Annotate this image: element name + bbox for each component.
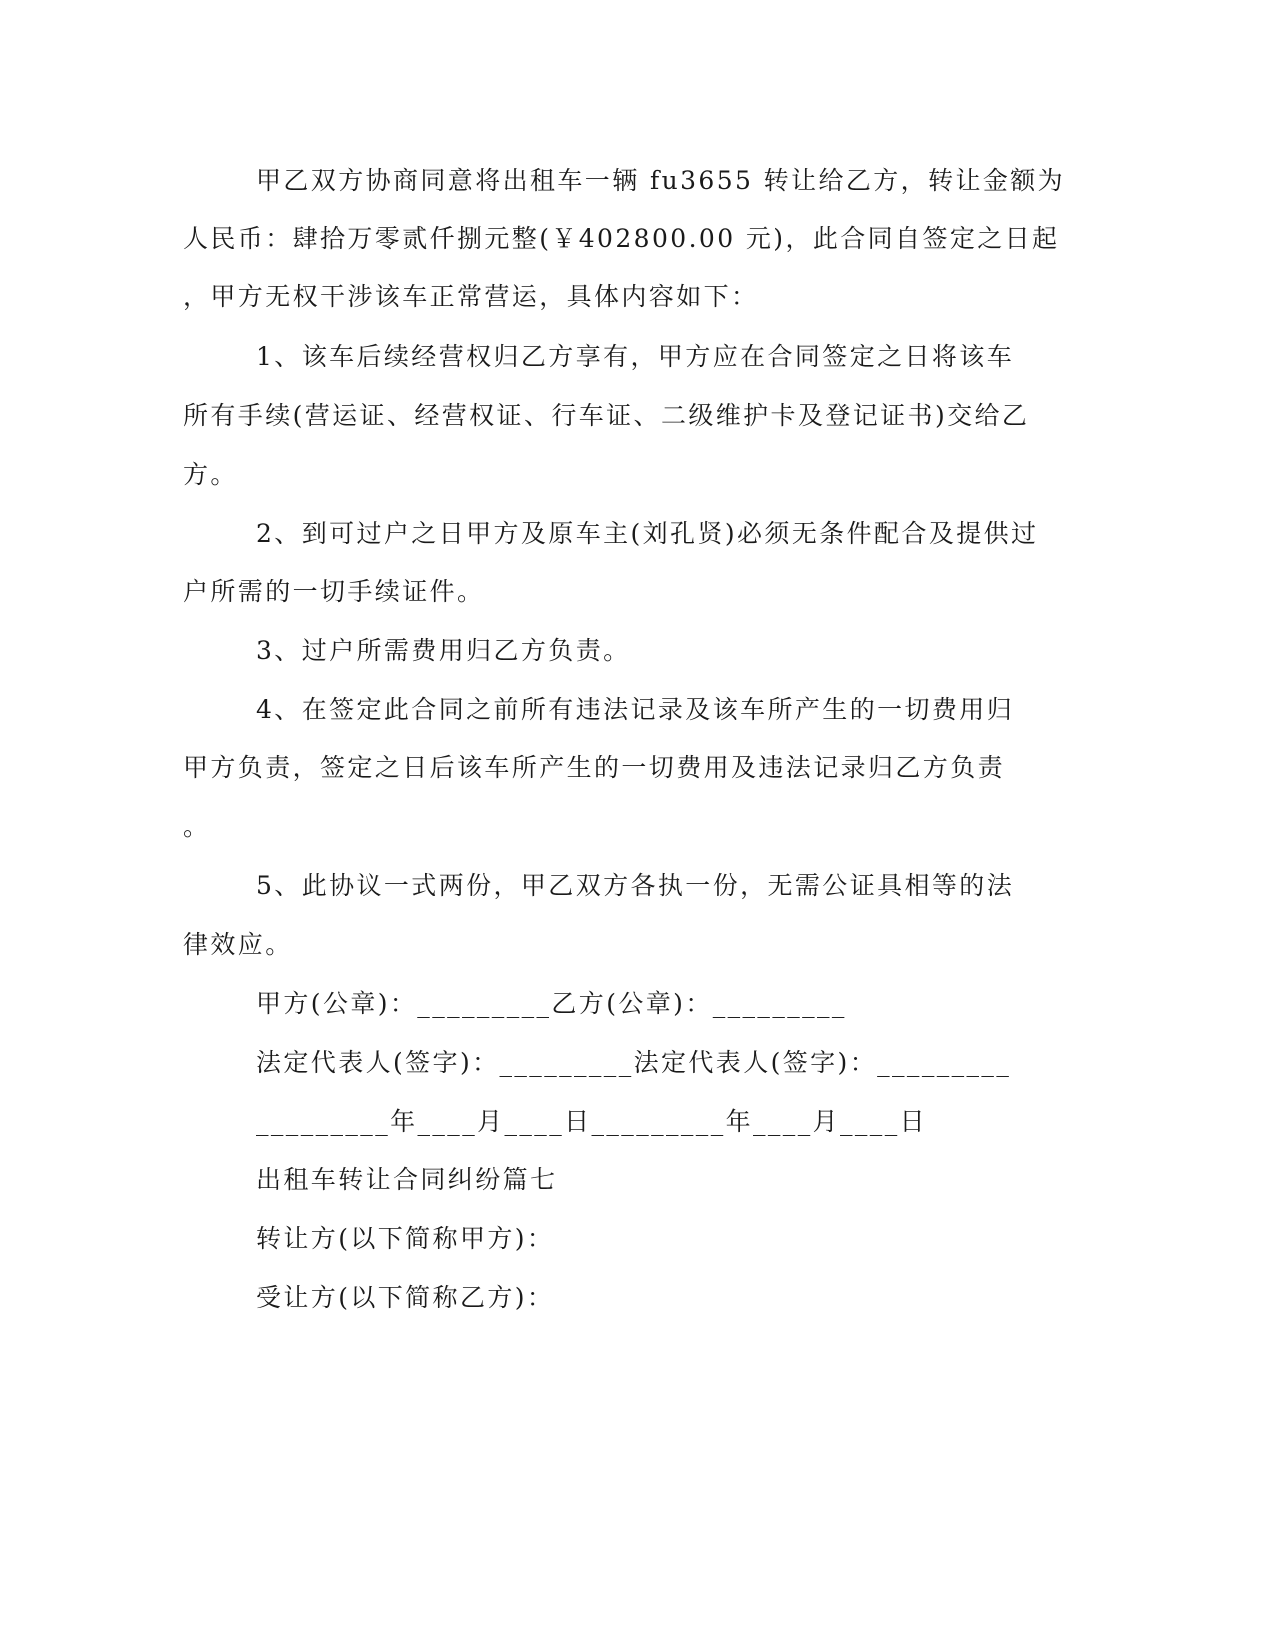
clause-4-line-2: 甲方负责，签定之日后该车所产生的一切费用及违法记录归乙方负责 [183, 753, 1006, 782]
clause-3-line-1: 3、过户所需费用归乙方负责。 [256, 636, 631, 665]
clause-5-line-2: 律效应。 [183, 930, 293, 959]
clause-5-line-1: 5、此协议一式两份，甲乙双方各执一份，无需公证具相等的法 [256, 871, 1015, 900]
clause-2-line-2: 户所需的一切手续证件。 [183, 577, 485, 606]
transferee-line: 受让方(以下简称乙方)： [256, 1283, 555, 1312]
clause-4-line-3: 。 [183, 812, 211, 841]
paragraph-intro-line-3: ，甲方无权干涉该车正常营运，具体内容如下： [183, 282, 759, 311]
clause-1-line-1: 1、该车后续经营权归乙方享有，甲方应在合同签定之日将该车 [256, 342, 1015, 371]
clause-1-line-2: 所有手续(营运证、经营权证、行车证、二级维护卡及登记证书)交给乙 [183, 401, 1030, 430]
paragraph-intro-line-2: 人民币：肆拾万零贰仟捌元整(￥402800.00 元)，此合同自签定之日起 [183, 224, 1060, 253]
signature-seal-line: 甲方(公章)：_________乙方(公章)：_________ [256, 989, 847, 1018]
paragraph-intro-line-1: 甲乙双方协商同意将出租车一辆 fu3655 转让给乙方，转让金额为 [256, 166, 1066, 195]
clause-1-line-3: 方。 [183, 460, 238, 489]
clause-2-line-1: 2、到可过户之日甲方及原车主(刘孔贤)必须无条件配合及提供过 [256, 519, 1039, 548]
signature-representative-line: 法定代表人(签字)：_________法定代表人(签字)：_________ [256, 1048, 1012, 1077]
signature-date-line: _________年____月____日_________年____月____日 [256, 1107, 928, 1136]
clause-4-line-1: 4、在签定此合同之前所有违法记录及该车所产生的一切费用归 [256, 695, 1015, 724]
section-heading: 出租车转让合同纠纷篇七 [256, 1165, 558, 1194]
transferor-line: 转让方(以下简称甲方)： [256, 1224, 555, 1253]
